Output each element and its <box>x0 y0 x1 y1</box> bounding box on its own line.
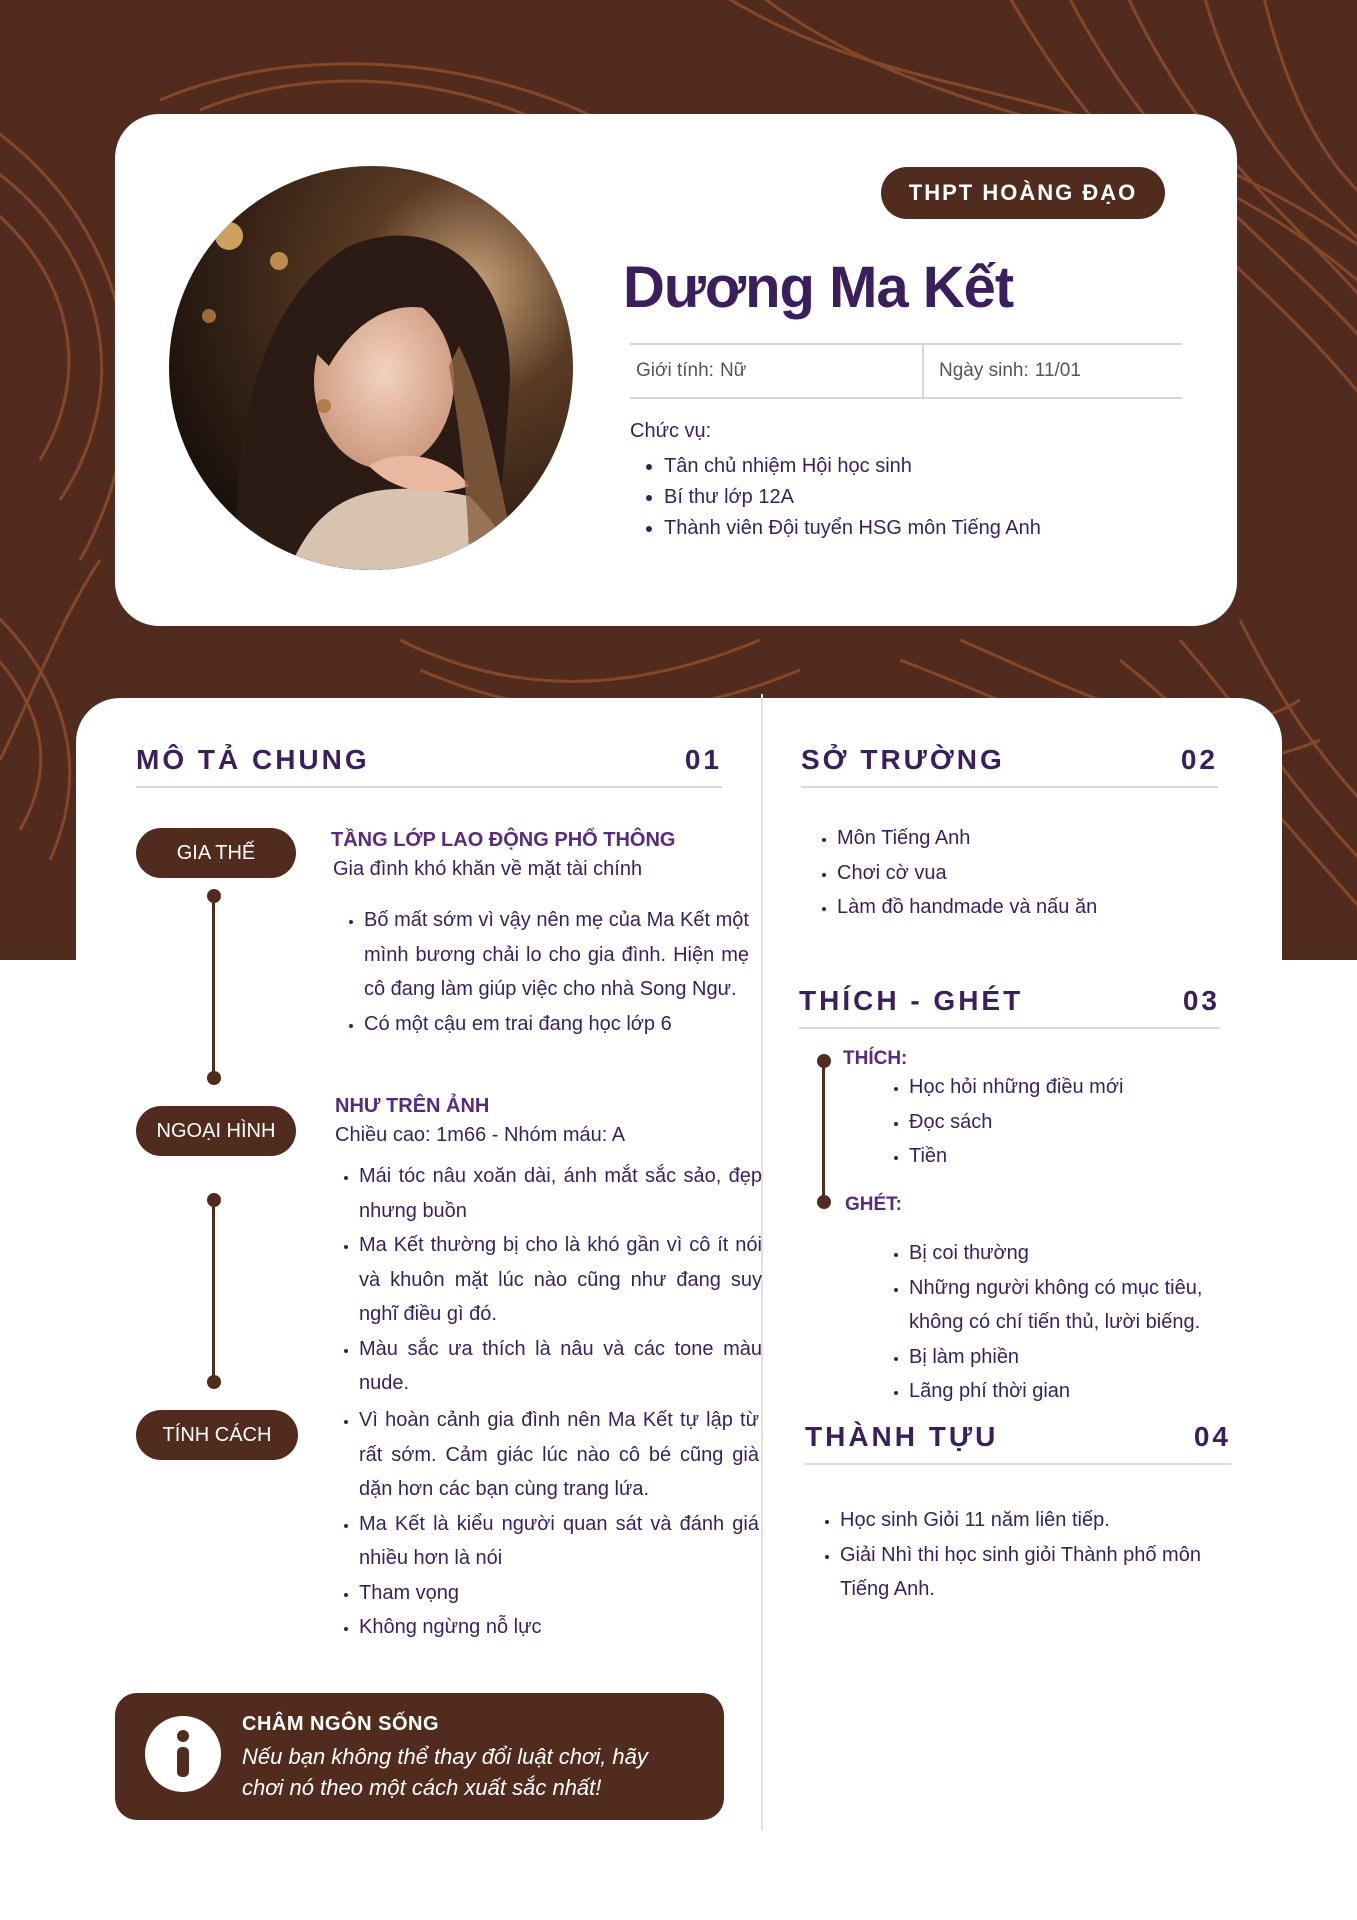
school-badge: THPT HOÀNG ĐẠO <box>881 167 1165 219</box>
list-item: • Chơi cờ vua <box>837 856 1237 891</box>
motto-title: CHÂM NGÔN SỐNG <box>242 1713 439 1735</box>
list-item: • Những người không có mục tiêu, không có chí tiến thủ, lười biếng. <box>909 1271 1259 1340</box>
like-label: THÍCH: <box>843 1048 908 1069</box>
list-item: • Không ngừng nỗ lực <box>359 1610 759 1645</box>
list-item: • Bị coi thường <box>909 1236 1259 1271</box>
list-item: • Bị làm phiền <box>909 1340 1259 1375</box>
timeline-dot <box>207 1071 221 1085</box>
position-label: Chức vụ: <box>630 420 712 442</box>
appearance-list <box>331 1159 762 1401</box>
timeline-dot <box>817 1195 831 1209</box>
gender-cell <box>630 345 924 397</box>
section-number: 01 <box>684 744 722 775</box>
section-title: THÍCH - GHÉT <box>799 985 1024 1016</box>
list-item: • Giải Nhì thi học sinh giỏi Thành phố môn Tiếng Anh. <box>840 1538 1220 1607</box>
profile-name: Dương Ma Kết <box>623 255 1014 320</box>
profile-card <box>115 114 1237 626</box>
section-title: THÀNH TỰU <box>805 1421 999 1452</box>
motto-text: Nếu bạn không thể thay đổi luật chơi, hãy chơi nó theo một cách xuất sắc nhất! <box>242 1744 648 1800</box>
dislike-label: GHÉT: <box>845 1194 902 1215</box>
list-item: • Làm đồ handmade và nấu ăn <box>837 890 1237 925</box>
personality-list <box>331 1403 759 1645</box>
strengths-list <box>809 821 1237 925</box>
info-row <box>630 343 1182 399</box>
list-item: • Tiền <box>909 1139 1249 1174</box>
section-number: 03 <box>1182 985 1220 1016</box>
position-block <box>630 420 1041 544</box>
section-title: SỞ TRƯỜNG <box>801 744 1005 775</box>
position-item: • Bí thư lớp 12A <box>664 482 1041 513</box>
list-item: • Học sinh Giỏi 11 năm liên tiếp. <box>840 1503 1220 1538</box>
portrait-image <box>169 166 573 570</box>
motto-box <box>115 1693 724 1820</box>
achievements-list <box>812 1503 1220 1607</box>
family-heading: TẦNG LỚP LAO ĐỘNG PHỔ THÔNG <box>331 829 676 851</box>
family-subtext: Gia đình khó khăn về mặt tài chính <box>333 858 643 880</box>
family-tag: GIA THẾ <box>136 828 296 878</box>
appearance-tag: NGOẠI HÌNH <box>136 1106 296 1156</box>
section-number: 04 <box>1193 1421 1231 1452</box>
dislike-list <box>881 1236 1259 1409</box>
list-item: • Mái tóc nâu xoăn dài, ánh mắt sắc sảo, đẹp nhưng buồn <box>359 1159 762 1228</box>
section-number: 02 <box>1180 744 1218 775</box>
timeline-line <box>212 1200 215 1382</box>
section-achievements-header <box>805 1421 1231 1465</box>
section-likes-header <box>799 985 1220 1029</box>
birthday-value: 11/01 <box>1034 360 1081 381</box>
appearance-heading: NHƯ TRÊN ẢNH <box>335 1095 490 1117</box>
position-item: • Thành viên Đội tuyển HSG môn Tiếng Anh <box>664 513 1041 544</box>
appearance-subtext: Chiều cao: 1m66 - Nhóm máu: A <box>335 1124 626 1146</box>
list-item: • Học hỏi những điều mới <box>909 1070 1249 1105</box>
timeline-dot <box>207 1375 221 1389</box>
family-list <box>336 903 749 1041</box>
timeline-line <box>212 896 215 1078</box>
section-title: MÔ TẢ CHUNG <box>136 744 370 775</box>
list-item: • Có một cậu em trai đang học lớp 6 <box>364 1007 749 1042</box>
personality-tag: TÍNH CÁCH <box>136 1410 298 1460</box>
list-item: • Vì hoàn cảnh gia đình nên Ma Kết tự lập từ rất sớm. Cảm giác lúc nào cô bé cũng già dặn hơn các bạn cùng trang lứa. <box>359 1403 759 1507</box>
gender-label: Giới tính: <box>636 360 714 381</box>
gender-value: Nữ <box>719 360 747 381</box>
birthday-cell <box>924 345 1081 397</box>
position-item: • Tân chủ nhiệm Hội học sinh <box>664 451 1041 482</box>
section-strengths-header <box>801 744 1218 788</box>
list-item: • Bố mất sớm vì vậy nên mẹ của Ma Kết một mình bương chải lo cho gia đình. Hiện mẹ cô đang làm giúp việc cho nhà Song Ngư. <box>364 903 749 1007</box>
timeline-line <box>822 1060 825 1202</box>
list-item: • Ma Kết là kiểu người quan sát và đánh giá nhiều hơn là nói <box>359 1507 759 1576</box>
like-list <box>881 1070 1249 1174</box>
list-item: • Môn Tiếng Anh <box>837 821 1237 856</box>
list-item: • Đọc sách <box>909 1105 1249 1140</box>
section-general-header <box>136 744 722 788</box>
position-list <box>630 451 1041 544</box>
list-item: • Màu sắc ưa thích là nâu và các tone màu nude. <box>359 1332 762 1401</box>
list-item: • Tham vọng <box>359 1576 759 1611</box>
avatar <box>169 166 573 570</box>
info-icon <box>145 1716 221 1792</box>
list-item: • Lãng phí thời gian <box>909 1374 1259 1409</box>
list-item: • Ma Kết thường bị cho là khó gần vì cô ít nói và khuôn mặt lúc nào cũng như đang suy nghĩ điều gì đó. <box>359 1228 762 1332</box>
birthday-label: Ngày sinh: <box>939 360 1029 381</box>
